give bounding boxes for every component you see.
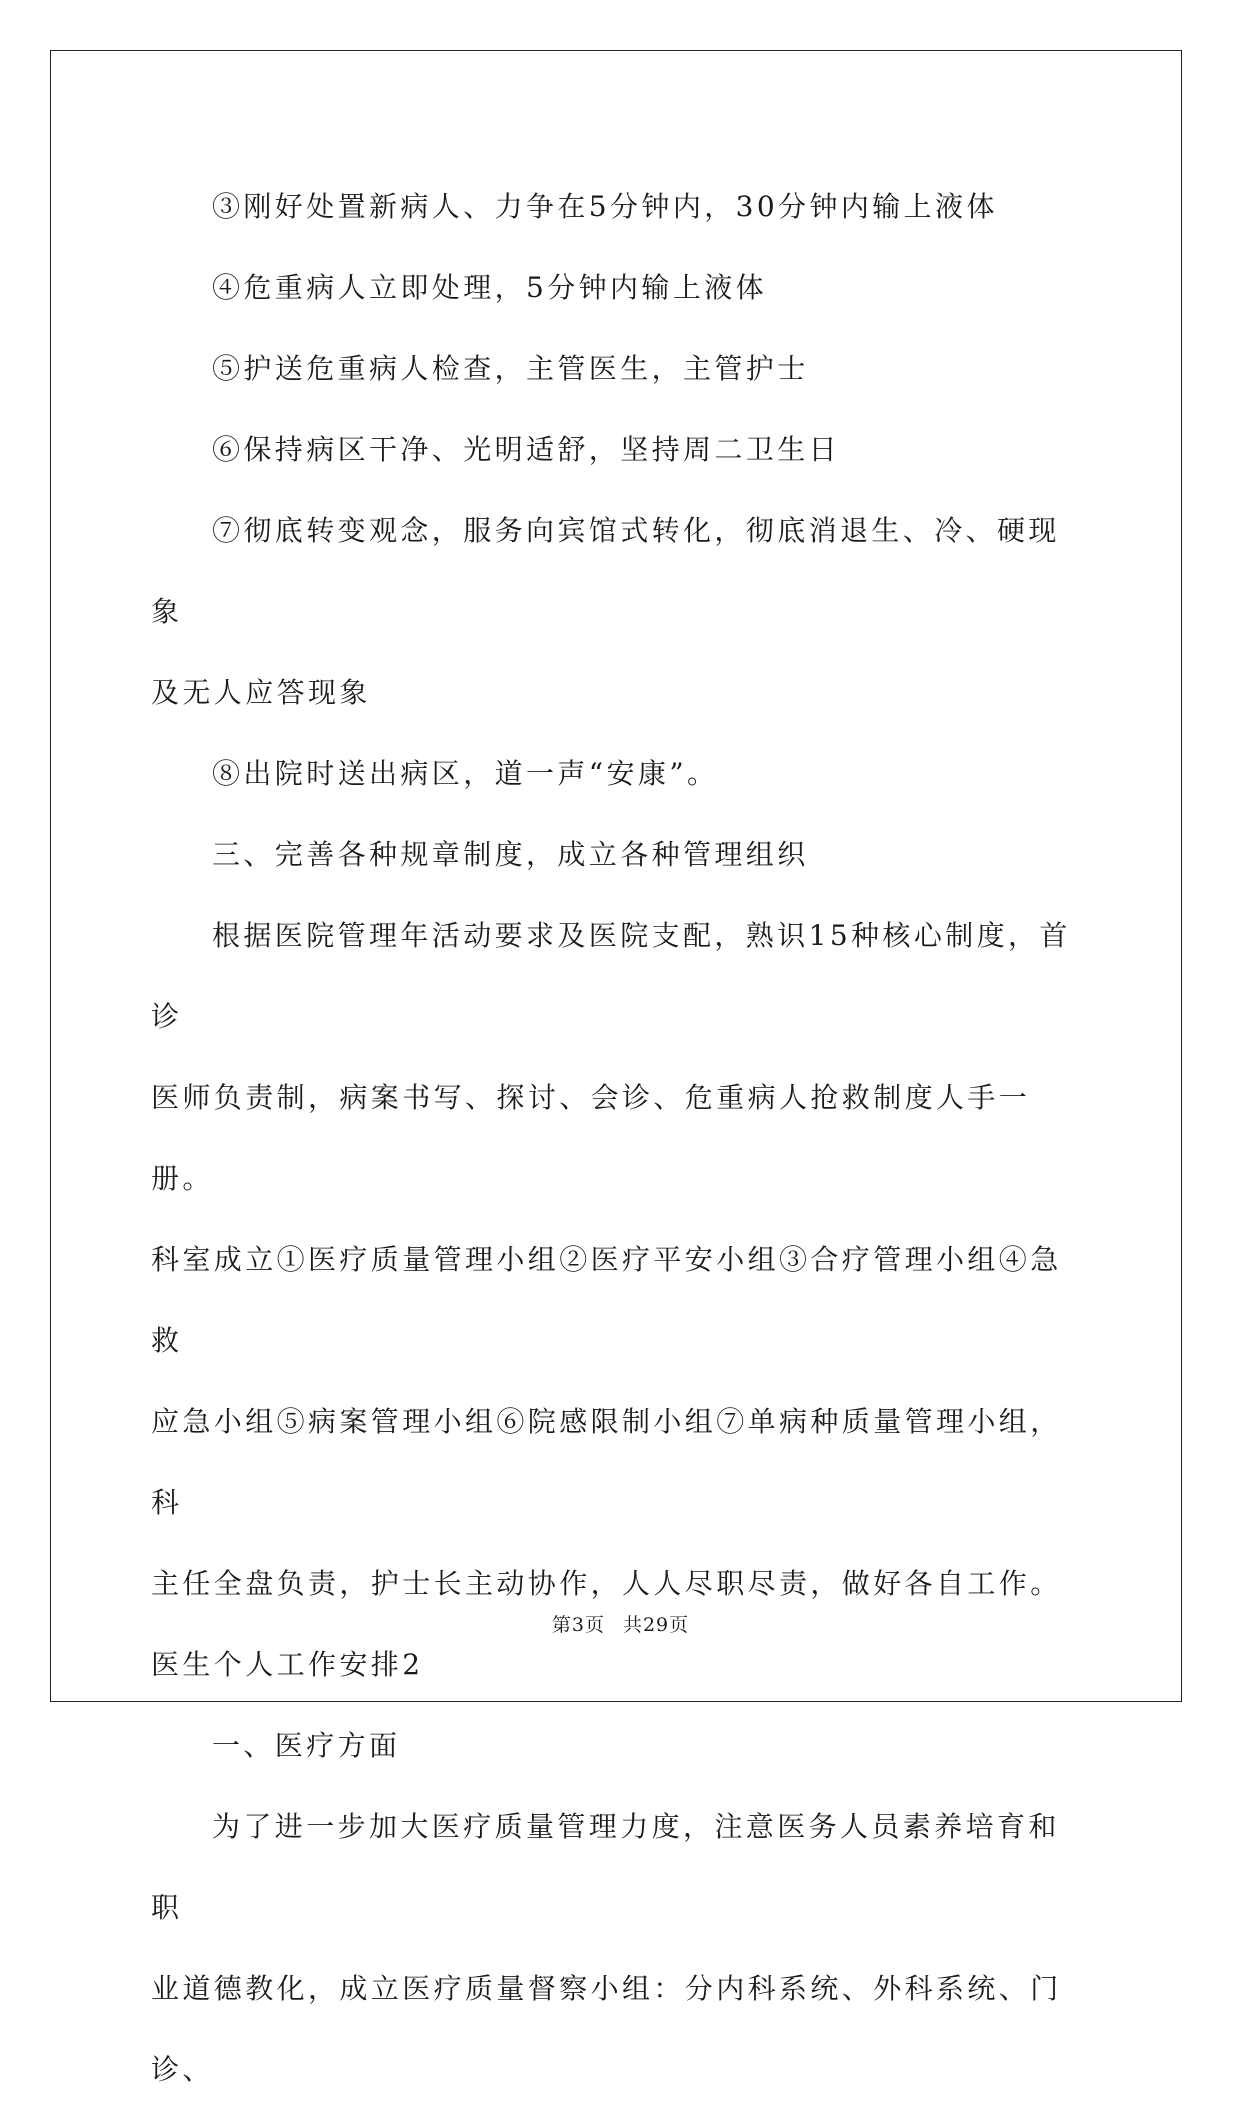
page-total: 共29页 [622, 1614, 690, 1636]
page-footer [0, 1610, 1241, 1637]
section-heading-1: 一、医疗方面 [212, 1729, 401, 1762]
paragraph-1-line-5: 主任全盘负责，护士长主动协作，人人尽职尽责，做好各自工作。 [151, 1567, 1062, 1600]
document-body [151, 166, 1091, 2110]
section-heading-3: 三、完善各种规章制度，成立各种管理组织 [212, 838, 809, 871]
list-item-4: ④危重病人立即处理，5分钟内输上液体 [212, 271, 768, 304]
list-item-3: ③刚好处置新病人、力争在5分钟内，30分钟内输上液体 [212, 190, 998, 223]
document-heading-2: 医生个人工作安排2 [151, 1648, 424, 1681]
paragraph-1-line-1: 根据医院管理年活动要求及医院支配，熟识15种核心制度，首诊 [151, 919, 1071, 1033]
paragraph-1-line-4: 应急小组⑤病案管理小组⑥院感限制小组⑦单病种质量管理小组，科 [151, 1405, 1062, 1519]
list-item-7-line-2: 及无人应答现象 [151, 676, 371, 709]
list-item-8: ⑧出院时送出病区，道一声“安康”。 [212, 757, 719, 790]
paragraph-2-line-1: 为了进一步加大医疗质量管理力度，注意医务人员素养培育和职 [151, 1810, 1060, 1924]
list-item-5: ⑤护送危重病人检查，主管医生，主管护士 [212, 352, 809, 385]
list-item-6: ⑥保持病区干净、光明适舒，坚持周二卫生日 [212, 433, 841, 466]
paragraph-1-line-3: 科室成立①医疗质量管理小组②医疗平安小组③合疗管理小组④急救 [151, 1243, 1062, 1357]
page-number: 第3页 [551, 1614, 605, 1636]
list-item-7-line-1: ⑦彻底转变观念，服务向宾馆式转化，彻底消退生、冷、硬现象 [151, 514, 1060, 628]
paragraph-1-line-2: 医师负责制，病案书写、探讨、会诊、危重病人抢救制度人手一册。 [151, 1081, 1031, 1195]
paragraph-2-line-2: 业道德教化，成立医疗质量督察小组：分内科系统、外科系统、门诊、 [151, 1972, 1062, 2086]
